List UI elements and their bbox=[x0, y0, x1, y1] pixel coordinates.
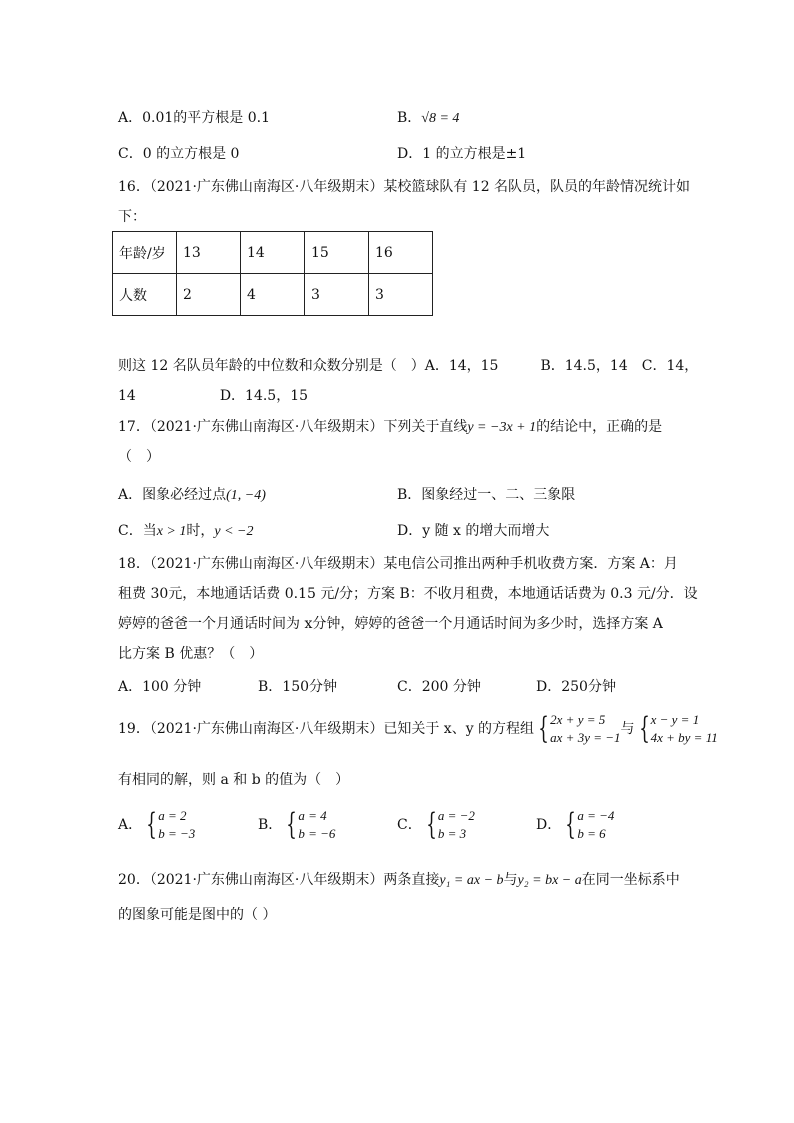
table-cell: 2 bbox=[177, 274, 241, 316]
q19-option-d-eq1: a = −4 bbox=[577, 808, 615, 823]
table-cell: 14 bbox=[241, 232, 305, 274]
q20-line2-equation: y₂ = bx − a bbox=[517, 873, 582, 888]
q15-option-b-math: √8 = 4 bbox=[421, 111, 460, 126]
q17-option-a bbox=[118, 485, 266, 506]
q18-stem-line2: 租费 30元，本地通话话费 0.15 元/分；方案 B：不收月租费，本地通话话费为 0.3 元/分．设 bbox=[118, 586, 698, 602]
q19-system-1-eq1: 2x + y = 5 bbox=[550, 712, 606, 727]
q19-option-c-label: C． bbox=[397, 817, 422, 833]
q17-stem-line1 bbox=[118, 417, 662, 438]
q18-option-b: B．150分钟 bbox=[258, 679, 338, 695]
q19-option-a-eq2: b = −3 bbox=[158, 826, 196, 841]
q17-stem-prefix: 17．（2021·广东佛山南海区·八年级期末）下列关于直线 bbox=[118, 419, 468, 435]
q17-option-a-math: (1, −4) bbox=[226, 488, 266, 503]
q18-option-c: C．200 分钟 bbox=[397, 679, 481, 695]
q20-stem-line1 bbox=[118, 870, 680, 891]
table-cell: 16 bbox=[369, 232, 433, 274]
q19-system-2-eq2: 4x + by = 11 bbox=[650, 730, 718, 745]
q16-stem-line2: 下： bbox=[118, 209, 146, 225]
q19-system-2-eq1: x − y = 1 bbox=[650, 712, 700, 727]
q17-stem-line2: （ ） bbox=[118, 449, 160, 465]
table-row bbox=[113, 274, 433, 316]
q19-stem-line2: 有相同的解，则 a 和 b 的值为（ ） bbox=[118, 772, 350, 788]
q19-system-1: { 2x + y = 5 ax + 3y = −1 bbox=[538, 711, 621, 746]
q17-stem-suffix: 的结论中，正确的是 bbox=[536, 419, 663, 435]
q19-stem-prefix: 19．（2021·广东佛山南海区·八年级期末）已知关于 x、y 的方程组 bbox=[118, 721, 535, 737]
q18-stem-line1: 18．（2021·广东佛山南海区·八年级期末）某电信公司推出两种手机收费方案．方案 A：月 bbox=[118, 556, 678, 572]
q17-option-d: D．y 随 x 的增大而增大 bbox=[397, 523, 550, 539]
q19-option-d: D． { a = −4 b = 6 bbox=[536, 807, 615, 842]
q16-stem-line1: 16．（2021·广东佛山南海区·八年级期末）某校篮球队有 12 名队员，队员的年龄情况统计如 bbox=[118, 179, 691, 195]
q18-stem-line4: 比方案 B 优惠？（ ） bbox=[118, 646, 264, 662]
q19-stem-mid: 与 bbox=[620, 721, 635, 737]
q18-option-d: D．250分钟 bbox=[536, 679, 616, 695]
q16-stem-line3: 则这 12 名队员年龄的中位数和众数分别是（ ）A．14，15 B．14.5，14 C．14， bbox=[118, 358, 699, 374]
q19-option-d-eq2: b = 6 bbox=[577, 826, 606, 841]
q19-option-b-eq1: a = 4 bbox=[298, 808, 327, 823]
q19-option-c-eq1: a = −2 bbox=[437, 808, 475, 823]
q18-stem-line3: 婷婷的爸爸一个月通话时间为 x分钟，婷婷的爸爸一个月通话时间为多少时，选择方案 A bbox=[118, 616, 663, 632]
q19-option-b-label: B． bbox=[258, 817, 283, 833]
q20-stem-line2: 的图象可能是图中的（ ） bbox=[118, 907, 277, 923]
q20-line1-equation: y₁ = ax − b bbox=[439, 873, 504, 888]
q20-stem-prefix: 20．（2021·广东佛山南海区·八年级期末）两条直接 bbox=[118, 872, 440, 888]
q17-option-c-math1: x > 1 bbox=[156, 524, 187, 539]
q20-stem-mid: 与 bbox=[503, 872, 518, 888]
table-cell: 13 bbox=[177, 232, 241, 274]
table-cell: 15 bbox=[305, 232, 369, 274]
age-table bbox=[112, 231, 433, 316]
q16-stem-line4: 14 D．14.5，15 bbox=[118, 388, 309, 404]
q15-option-b bbox=[397, 108, 459, 129]
table-row bbox=[113, 232, 433, 274]
q17-option-a-text: A．图象必经过点 bbox=[118, 487, 227, 503]
table-cell: 4 bbox=[241, 274, 305, 316]
q17-line-equation: y = −3x + 1 bbox=[467, 420, 537, 435]
q15-option-b-label: B． bbox=[397, 110, 422, 126]
q19-system-2: { x − y = 1 4x + by = 11 bbox=[638, 711, 718, 746]
q15-option-c: C．0 的立方根是 0 bbox=[118, 146, 240, 162]
q15-option-d: D．1 的立方根是±1 bbox=[397, 146, 527, 162]
q19-stem-line1 bbox=[118, 709, 718, 749]
table-cell: 3 bbox=[305, 274, 369, 316]
q15-option-a: A．0.01的平方根是 0.1 bbox=[118, 110, 270, 126]
q19-option-a-label: A． bbox=[118, 817, 143, 833]
q20-stem-suffix: 在同一坐标系中 bbox=[581, 872, 680, 888]
table-cell: 年龄/岁 bbox=[113, 232, 177, 274]
q17-option-b: B．图象经过一、二、三象限 bbox=[397, 487, 576, 503]
q19-system-1-eq2: ax + 3y = −1 bbox=[550, 730, 621, 745]
q17-option-c-text: C．当 bbox=[118, 523, 157, 539]
q17-option-c-math2: y < −2 bbox=[214, 524, 254, 539]
q19-option-c: C． { a = −2 b = 3 bbox=[397, 807, 475, 842]
q19-option-a: A． { a = 2 b = −3 bbox=[118, 807, 196, 842]
table-cell: 人数 bbox=[113, 274, 177, 316]
q19-option-b-eq2: b = −6 bbox=[298, 826, 336, 841]
q17-option-c bbox=[118, 521, 254, 542]
table-cell: 3 bbox=[369, 274, 433, 316]
q19-option-b: B． { a = 4 b = −6 bbox=[258, 807, 336, 842]
q19-option-d-label: D． bbox=[536, 817, 562, 833]
q19-option-a-eq1: a = 2 bbox=[158, 808, 187, 823]
q17-option-c-mid: 时， bbox=[186, 523, 215, 539]
q19-option-c-eq2: b = 3 bbox=[437, 826, 467, 841]
q18-option-a: A．100 分钟 bbox=[118, 679, 202, 695]
